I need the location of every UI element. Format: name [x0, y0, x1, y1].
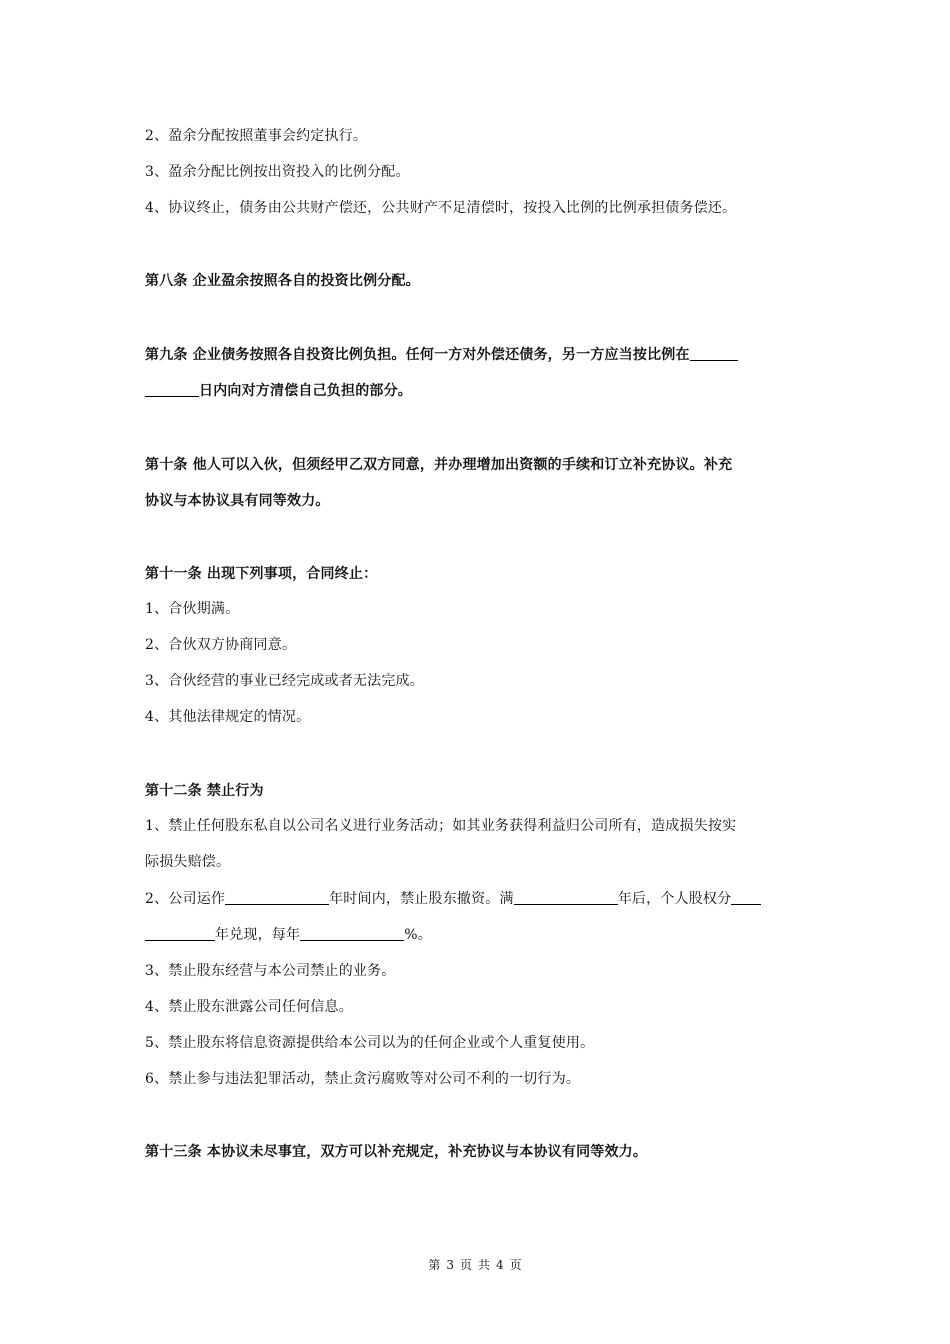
list-item: 2、合伙双方协商同意。: [145, 637, 297, 653]
list-item: 5、禁止股东将信息资源提供给本公司以为的任何企业或个人重复使用。: [145, 1035, 595, 1051]
list-item: 4、其他法律规定的情况。: [145, 709, 311, 725]
footer-ye: 页: [459, 1258, 472, 1272]
fill-blank: [145, 382, 199, 397]
fill-blank: [731, 890, 761, 905]
text-segment: 2、公司运作: [145, 891, 226, 907]
footer-page-number: 3: [446, 1258, 454, 1272]
article-9-text: 第九条 企业债务按照各自投资比例负担。任何一方对外偿还债务，另一方应当按比例在: [145, 347, 690, 363]
list-item-continued: 际损失赔偿。: [145, 854, 231, 870]
list-item: 1、合伙期满。: [145, 601, 240, 617]
article-8: 第八条 企业盈余按照各自的投资比例分配。: [145, 273, 420, 289]
clause-line: 3、盈余分配比例按出资投入的比例分配。: [145, 164, 410, 180]
list-item: 4、禁止股东泄露公司任何信息。: [145, 999, 353, 1015]
clause-line: 4、协议终止，债务由公共财产偿还，公共财产不足清偿时，按投入比例的比例承担债务偿还。: [145, 200, 737, 216]
list-item-with-blanks: [145, 889, 761, 909]
document-page: [145, 0, 810, 1344]
list-item-with-blanks: [145, 925, 432, 945]
footer-total-pages: 4: [496, 1258, 504, 1272]
text-segment: 年兑现，每年: [215, 927, 301, 943]
fill-blank: [145, 926, 215, 941]
text-segment: 年后，个人股权分: [617, 891, 732, 907]
article-9-text: 日内向对方清偿自己负担的部分。: [199, 383, 412, 399]
text-segment: 年时间内，禁止股东撤资。满: [329, 891, 514, 907]
article-9-line-1: [145, 345, 738, 365]
fill-blank: [514, 890, 618, 905]
article-9-line-2: [145, 381, 412, 401]
footer-ye: 页: [509, 1258, 522, 1272]
article-13: 第十三条 本协议未尽事宜，双方可以补充规定，补充协议与本协议有同等效力。: [145, 1144, 648, 1160]
footer-gong: 共: [478, 1258, 491, 1272]
page-footer: [0, 1257, 950, 1273]
text-segment: %。: [404, 927, 432, 943]
fill-blank: [300, 926, 404, 941]
list-item: 3、合伙经营的事业已经完成或者无法完成。: [145, 673, 424, 689]
clause-line: 2、盈余分配按照董事会约定执行。: [145, 128, 368, 144]
article-11-heading: 第十一条 出现下列事项，合同终止：: [145, 566, 378, 582]
list-item: 6、禁止参与违法犯罪活动，禁止贪污腐败等对公司不利的一切行为。: [145, 1071, 581, 1087]
fill-blank: [225, 890, 329, 905]
article-10-line-1: 第十条 他人可以入伙，但须经甲乙双方同意，并办理增加出资额的手续和订立补充协议。补充: [145, 457, 733, 473]
article-12-heading: 第十二条 禁止行为: [145, 783, 264, 799]
article-10-line-2: 协议与本协议具有同等效力。: [145, 493, 330, 509]
footer-di: 第: [428, 1258, 441, 1272]
list-item: 3、禁止股东经营与本公司禁止的业务。: [145, 963, 396, 979]
fill-blank: [690, 346, 738, 361]
list-item: 1、禁止任何股东私自以公司名义进行业务活动；如其业务获得利益归公司所有，造成损失按实: [145, 818, 737, 834]
